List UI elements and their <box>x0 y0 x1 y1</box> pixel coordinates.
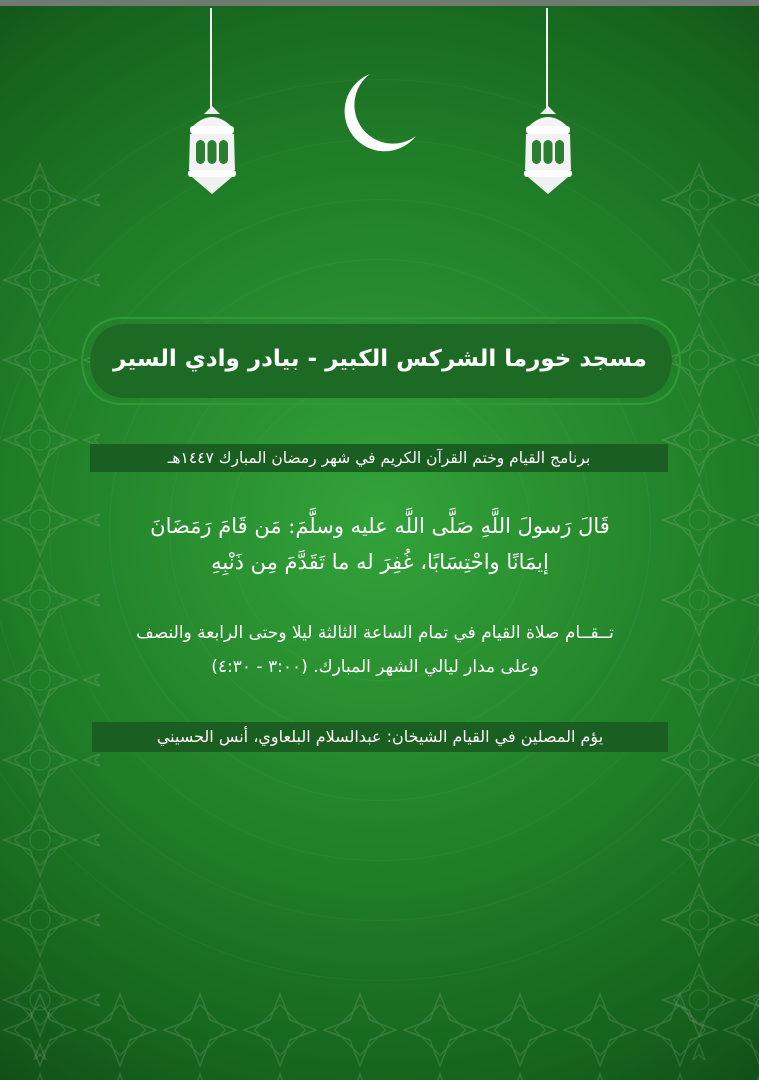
crescent-moon-icon <box>340 72 420 158</box>
schedule-text <box>60 616 690 684</box>
lantern-string <box>210 8 212 108</box>
schedule-line: تــقــام صلاة القيام في تمام الساعة الثالثة ليلا وحتى الرابعة والنصف <box>136 623 614 643</box>
right-geometric-pattern <box>659 160 759 1060</box>
left-geometric-pattern <box>0 160 100 1060</box>
left-lantern-icon <box>185 104 239 196</box>
top-bar <box>0 0 759 6</box>
lantern-string <box>546 8 548 108</box>
mosque-title: مسجد خورما الشركس الكبير - بيادر وادي السير <box>113 346 647 372</box>
imams-text: يؤم المصلين في القيام الشيخان: عبدالسلام البلعاوي، أنس الحسيني <box>92 722 668 752</box>
hadith-line: قَالَ رَسولَ اللَّهِ صَلَّى اللَّه عليه وسلَّمَ: مَن قَامَ رَمَضَانَ <box>150 514 610 538</box>
right-lantern-icon <box>521 104 575 196</box>
bottom-geometric-pattern <box>0 990 759 1080</box>
hadith-line: إيمَانًا واحْتِسَابًا، غُفِرَ له ما تَقَدَّمَ مِن ذَنْبِهِ <box>211 550 549 574</box>
program-title: برنامج القيام وختم القرآن الكريم في شهر رمضان المبارك ١٤٤٧هـ <box>90 444 668 472</box>
hadith-text <box>95 508 665 580</box>
schedule-line: وعلى مدار ليالي الشهر المبارك. (٣:٠٠ - ٤:٣٠) <box>211 657 539 677</box>
